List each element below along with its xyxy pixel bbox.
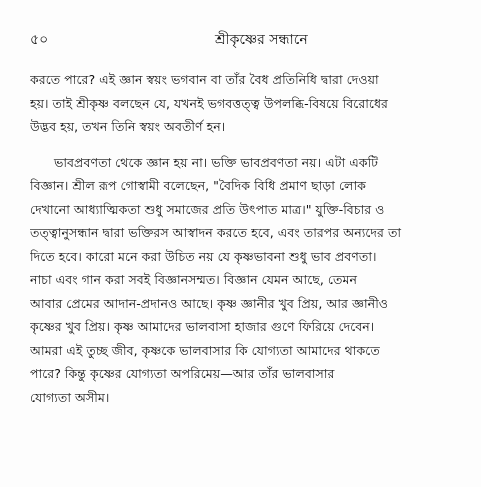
text-line: আমরা এই তুচ্ছ জীব, কৃষ্ণকে ভালবাসার কি যোগ্যতা আমাদের থাকতে [30, 342, 380, 358]
text-line: তত্ত্বানুসন্ধান দ্বারা ভক্তিরস আস্বাদন করতে হবে, এবং তারপর অন্যদের তা [30, 225, 402, 240]
text-line: যোগ্যতা অসীম। [30, 389, 110, 405]
page-number: ৫০ [30, 32, 49, 48]
text-line: দেখানো আধ্যাত্মিকতা শুধু সমাজের প্রতি উৎপাত মাত্র।" যুক্তি-বিচার ও [30, 201, 385, 217]
text-line: ভাবপ্রবণতা থেকে জ্ঞান হয় না। ভক্তি ভাবপ্রবণতা নয়। এটা একটি [54, 154, 379, 170]
text-line: আবার প্রেমের আদান-প্রদানও আছে। কৃষ্ণ জ্ঞানীর খুব প্রিয়, আর জ্ঞানীও [30, 295, 389, 311]
paragraph-2 [30, 151, 455, 410]
paragraph-1 [30, 68, 455, 139]
text-line: বিজ্ঞান। শ্রীল রূপ গোস্বামী বলেছেন, "বৈদিক বিধি প্রমাণ ছাড়া লোক [30, 178, 366, 193]
text-line: পারে? কিন্তু কৃষ্ণের যোগ্যতা অপরিমেয়—আর তাঁর ভালবাসার [30, 366, 335, 381]
paragraph-gap [30, 139, 455, 151]
text-line: নাচা এবং গান করা সবই বিজ্ঞানসম্মত। বিজ্ঞান যেমন আছে, তেমন [30, 272, 357, 287]
text-line: হয়। তাই শ্রীকৃষ্ণ বলছেন যে, যখনই ভগবত্তত্ত্ব উপলব্ধি-বিষয়ে বিরোধের [30, 95, 388, 111]
page-header [30, 30, 445, 52]
body-text [30, 68, 455, 409]
running-title: শ্রীকৃষ্ণের সন্ধানে [215, 32, 308, 48]
text-line: কৃষ্ণের খুব প্রিয়। কৃষ্ণ আমাদের ভালবাসা হাজার গুণে ফিরিয়ে দেবেন। [30, 319, 375, 334]
text-line: দিতে হবে। কারো মনে করা উচিত নয় যে কৃষ্ণভাবনা শুধু ভাব প্রবণতা। [30, 248, 377, 264]
text-line: করতে পারে? এই জ্ঞান স্বয়ং ভগবান বা তাঁর বৈধ প্রতিনিধি দ্বারা দেওয়া [30, 72, 379, 87]
text-line: উদ্ভব হয়, তখন তিনি স্বয়ং অবতীর্ণ হন। [30, 119, 226, 134]
